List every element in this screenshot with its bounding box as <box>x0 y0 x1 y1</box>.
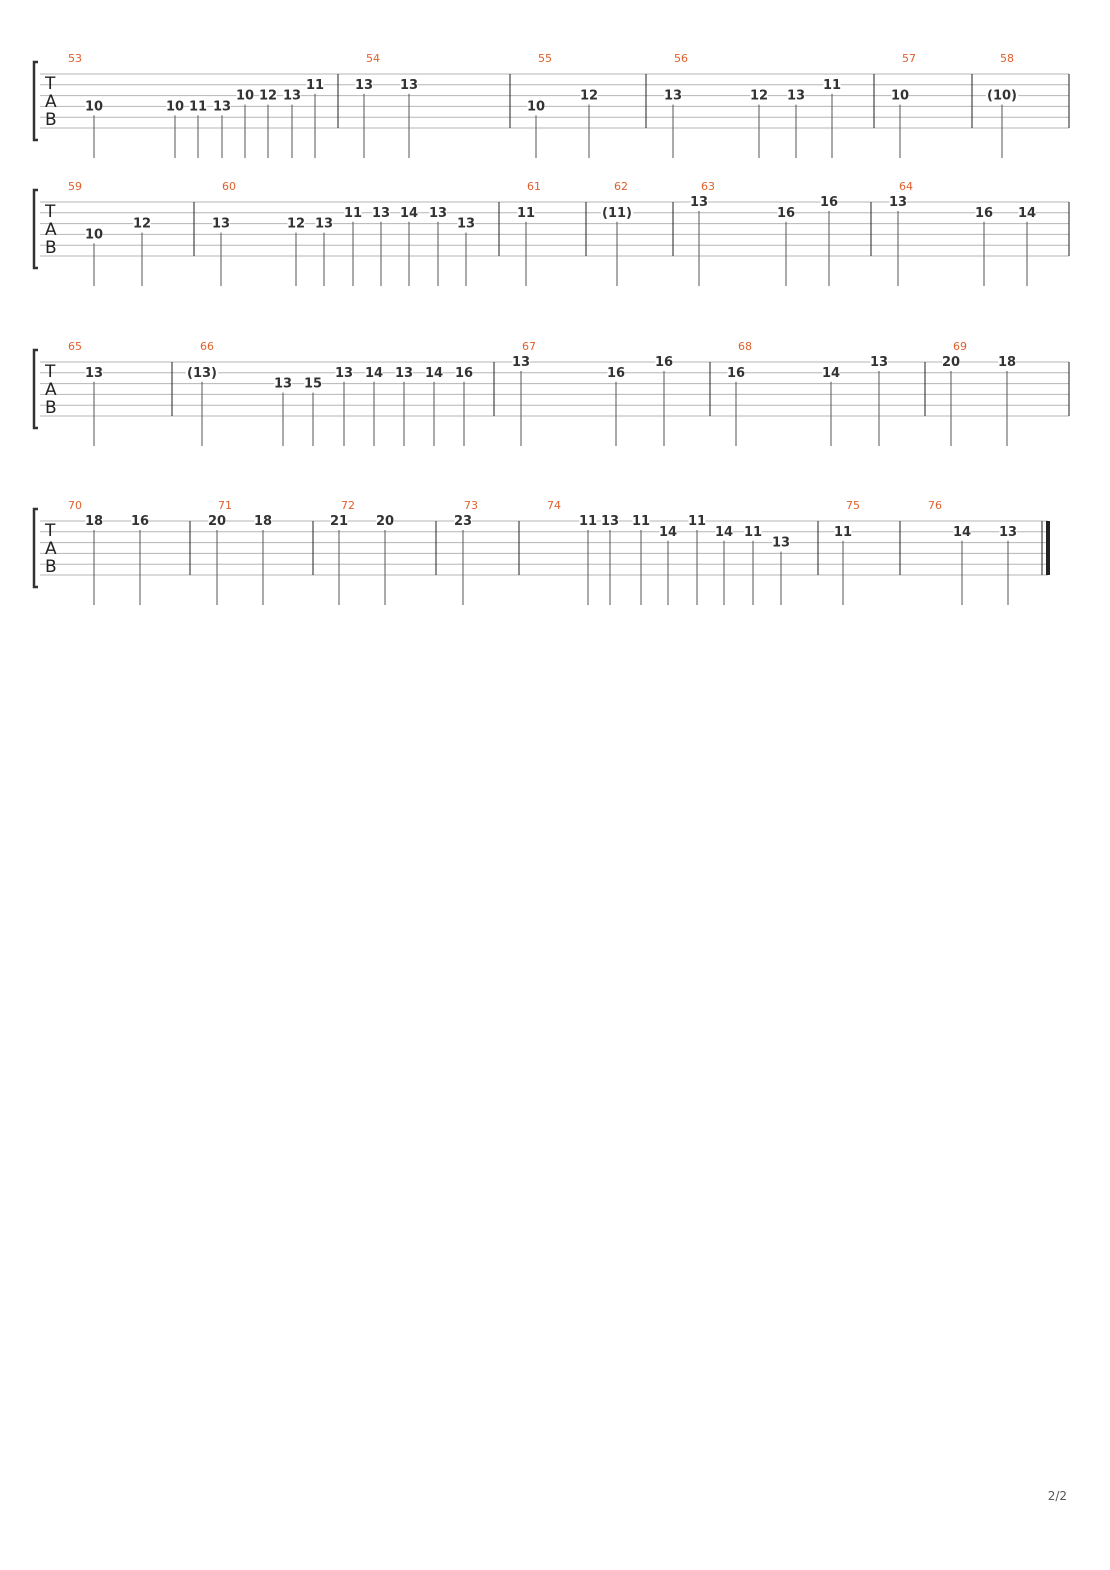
fret-number: 13 <box>600 514 620 529</box>
staff-system-4 <box>34 499 1048 605</box>
measure-number: 59 <box>68 180 82 193</box>
fret-number: 13 <box>786 88 806 104</box>
fret-number: 11 <box>516 205 536 221</box>
system-bracket <box>34 62 38 140</box>
fret-number: 14 <box>658 524 678 540</box>
fret-number: 10 <box>235 88 255 104</box>
tab-clef-letter: T <box>45 521 56 541</box>
measure-number: 72 <box>341 499 355 512</box>
tab-clef-letter: B <box>45 110 57 130</box>
fret-number: 16 <box>654 355 674 370</box>
fret-number: 18 <box>253 514 273 529</box>
fret-number: 14 <box>424 365 444 381</box>
staff-system-3 <box>34 340 1069 446</box>
fret-number: 13 <box>212 99 232 115</box>
measure-number: 71 <box>218 499 232 512</box>
measure-number: 74 <box>547 499 561 512</box>
measure-number: 58 <box>1000 52 1014 65</box>
tab-clef-letter: T <box>45 202 56 222</box>
fret-number: 18 <box>84 514 104 529</box>
fret-number: 16 <box>606 365 626 381</box>
fret-number: 13 <box>314 216 334 232</box>
fret-number: 16 <box>974 205 994 221</box>
fret-number: 14 <box>364 365 384 381</box>
fret-number: 18 <box>997 355 1017 370</box>
fret-number: 16 <box>130 514 150 529</box>
fret-number: 21 <box>329 514 349 529</box>
fret-number: 13 <box>511 355 531 370</box>
fret-number: 11 <box>743 524 763 540</box>
measure-number: 60 <box>222 180 236 193</box>
tab-clef-letter: B <box>45 398 57 418</box>
tab-clef-letter: A <box>45 220 57 240</box>
fret-number: 10 <box>890 88 910 104</box>
system-bracket <box>34 190 38 268</box>
tab-clef-letter: A <box>45 539 57 559</box>
measure-number: 70 <box>68 499 82 512</box>
fret-number: 10 <box>84 227 104 243</box>
fret-number: 13 <box>399 77 419 93</box>
fret-number: 11 <box>687 514 707 529</box>
tab-clef-letter: B <box>45 557 57 577</box>
measure-number: 73 <box>464 499 478 512</box>
fret-number: 16 <box>776 205 796 221</box>
fret-number: 10 <box>84 99 104 115</box>
fret-number: 11 <box>343 205 363 221</box>
fret-number: 13 <box>211 216 231 232</box>
fret-number: 13 <box>456 216 476 232</box>
fret-number: 11 <box>305 77 325 93</box>
measure-number: 66 <box>200 340 214 353</box>
fret-number: 20 <box>375 514 395 529</box>
fret-number: 14 <box>821 365 841 381</box>
page-number: 2/2 <box>1047 1489 1067 1503</box>
fret-number: 12 <box>258 88 278 104</box>
fret-number: 13 <box>273 376 293 392</box>
measure-number: 62 <box>614 180 628 193</box>
fret-number: 11 <box>833 524 853 540</box>
fret-number: 12 <box>579 88 599 104</box>
fret-number: 13 <box>84 365 104 381</box>
measure-number: 61 <box>527 180 541 193</box>
measure-number: 69 <box>953 340 967 353</box>
fret-number: (11) <box>602 205 632 221</box>
fret-number: 23 <box>453 514 473 529</box>
fret-number: 16 <box>454 365 474 381</box>
measure-number: 68 <box>738 340 752 353</box>
measure-number: 75 <box>846 499 860 512</box>
fret-number: 11 <box>822 77 842 93</box>
fret-number: 14 <box>714 524 734 540</box>
measure-number: 56 <box>674 52 688 65</box>
measure-number: 65 <box>68 340 82 353</box>
fret-number: 12 <box>286 216 306 232</box>
measure-number: 64 <box>899 180 913 193</box>
fret-number: 11 <box>188 99 208 115</box>
fret-number: 13 <box>428 205 448 221</box>
fret-number: 16 <box>726 365 746 381</box>
fret-number: 13 <box>888 195 908 210</box>
fret-number: 14 <box>1017 205 1037 221</box>
system-bracket <box>34 350 38 428</box>
fret-number: (13) <box>187 365 217 381</box>
tab-clef-letter: B <box>45 238 57 258</box>
fret-number: 11 <box>631 514 651 529</box>
fret-number: 13 <box>689 195 709 210</box>
system-bracket <box>34 509 38 587</box>
fret-number: (10) <box>987 88 1017 104</box>
fret-number: 13 <box>354 77 374 93</box>
fret-number: 11 <box>578 514 598 529</box>
tab-clef-letter: T <box>45 74 56 94</box>
staff-system-2 <box>34 180 1069 286</box>
fret-number: 15 <box>303 376 323 392</box>
staff-system-1 <box>34 52 1069 158</box>
fret-number: 13 <box>282 88 302 104</box>
measure-number: 76 <box>928 499 942 512</box>
fret-number: 13 <box>371 205 391 221</box>
fret-number: 10 <box>165 99 185 115</box>
fret-number: 13 <box>334 365 354 381</box>
measure-number: 54 <box>366 52 380 65</box>
measure-number: 63 <box>701 180 715 193</box>
fret-number: 14 <box>952 524 972 540</box>
tab-clef-letter: A <box>45 380 57 400</box>
fret-number: 10 <box>526 99 546 115</box>
fret-number: 12 <box>132 216 152 232</box>
fret-number: 16 <box>819 195 839 210</box>
measure-number: 57 <box>902 52 916 65</box>
fret-number: 13 <box>663 88 683 104</box>
fret-number: 14 <box>399 205 419 221</box>
fret-number: 13 <box>771 535 791 551</box>
fret-number: 13 <box>998 524 1018 540</box>
fret-number: 13 <box>869 355 889 370</box>
measure-number: 53 <box>68 52 82 65</box>
fret-number: 20 <box>207 514 227 529</box>
measure-number: 55 <box>538 52 552 65</box>
fret-number: 20 <box>941 355 961 370</box>
tab-clef-letter: T <box>45 362 56 382</box>
measure-number: 67 <box>522 340 536 353</box>
fret-number: 13 <box>394 365 414 381</box>
fret-number: 12 <box>749 88 769 104</box>
tab-clef-letter: A <box>45 92 57 112</box>
